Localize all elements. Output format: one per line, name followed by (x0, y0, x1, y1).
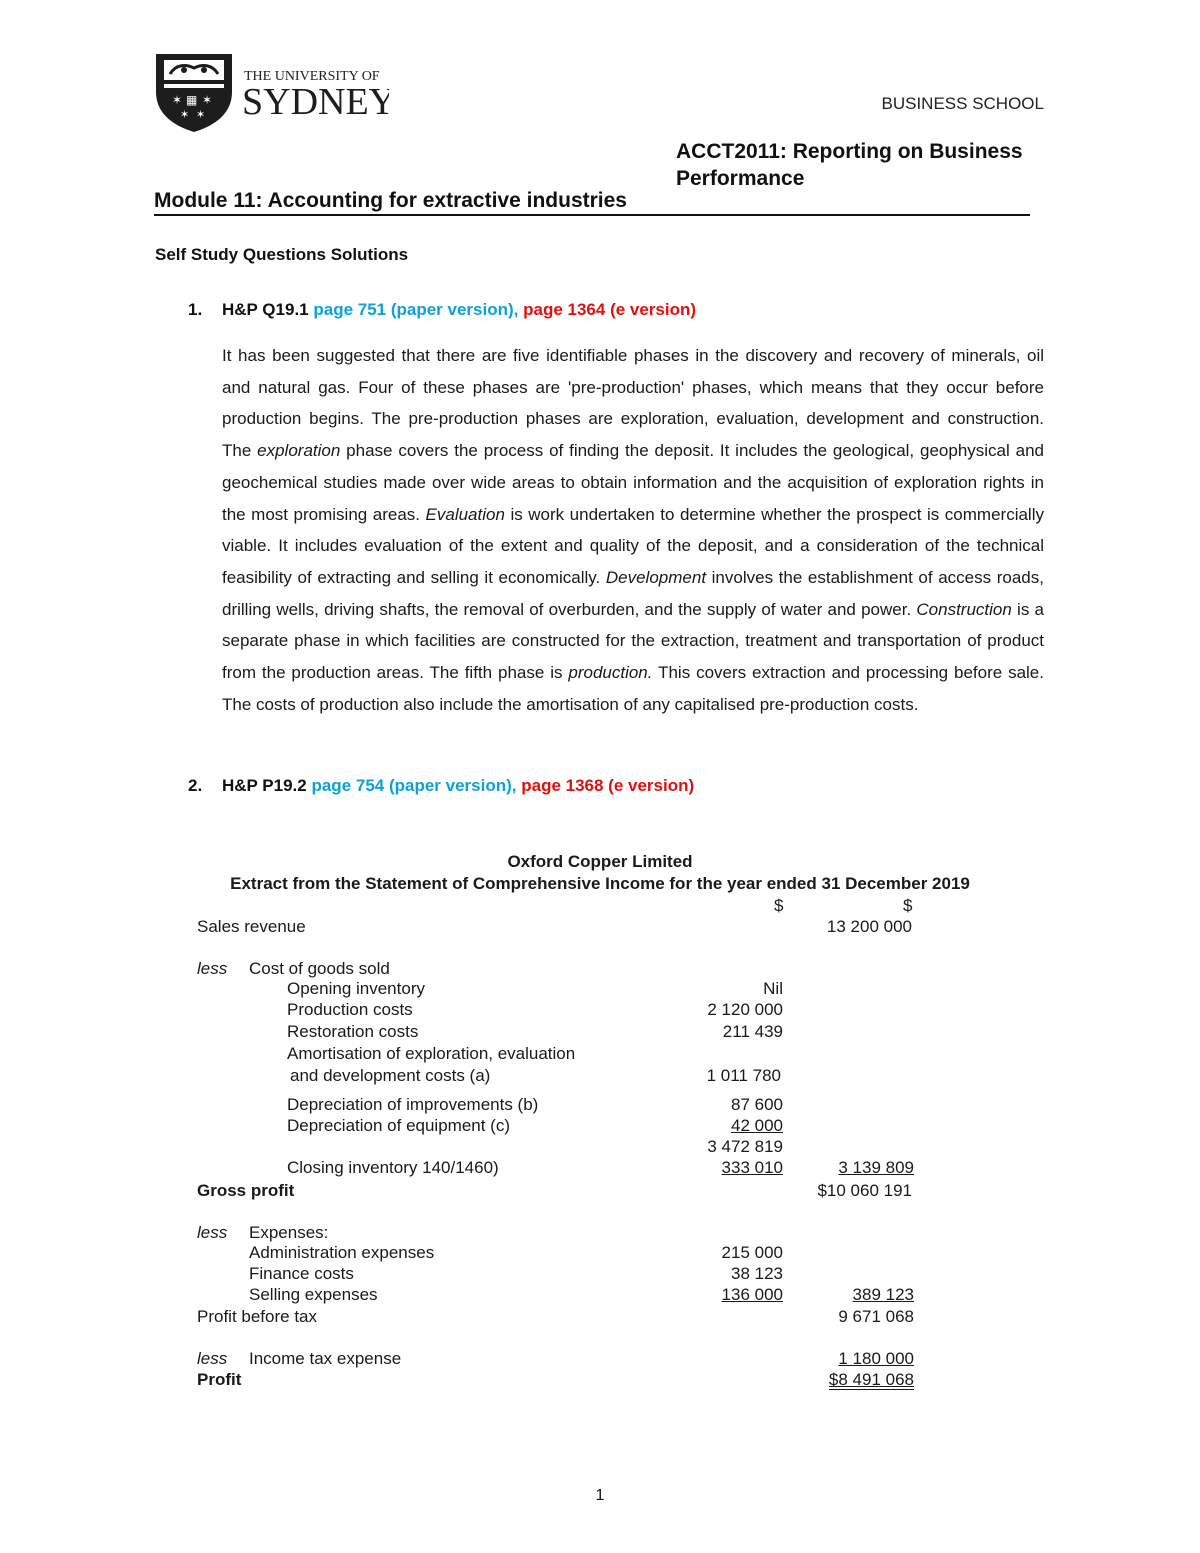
expenses-total-value: 389 123 (852, 1285, 914, 1304)
svg-text:▦: ▦ (186, 93, 198, 107)
question-1-number: 1. (188, 300, 203, 319)
less-label: less (197, 959, 228, 978)
finance-costs-value: 38 123 (731, 1264, 783, 1283)
answer-text-part: is a separate phase in which facilities are constructed for the extraction, treatment and transportation of product from the production areas. The fifth phase is (222, 599, 1044, 683)
course-title-line1: ACCT2011: Reporting on Business (676, 140, 1023, 163)
answer-italic-term: exploration (257, 441, 341, 461)
question-2-number: 2. (188, 776, 203, 795)
profit-value: $8 491 068 (828, 1370, 914, 1389)
income-tax-label: Income tax expense (249, 1349, 402, 1368)
sales-value: 13 200 000 (826, 917, 912, 936)
restoration-costs-label: Restoration costs (287, 1022, 419, 1041)
depreciation-equipment-value: 42 000 (731, 1116, 783, 1135)
answer-text-part: is work undertaken to determine whether the prospect is commercially viable. It includes evaluation of the extent and quality of the deposit, and a consideration of the technical feasibility of extracting and selling it economically. (222, 504, 1044, 587)
depreciation-equipment-label: Depreciation of equipment (c) (287, 1116, 511, 1135)
selling-expenses-value: 136 000 (721, 1285, 783, 1304)
expenses-label: Expenses: (249, 1223, 329, 1242)
answer-italic-term: production. (568, 663, 653, 683)
answer-italic-term: Construction (916, 599, 1012, 619)
production-costs-value: 2 120 000 (707, 1000, 783, 1019)
profit-before-tax-label: Profit before tax (197, 1307, 318, 1326)
production-costs-label: Production costs (287, 1000, 413, 1019)
sales-label: Sales revenue (197, 917, 306, 936)
question-1-answer (222, 340, 1044, 720)
closing-inventory-label: Closing inventory 140/1460) (287, 1158, 499, 1177)
opening-inventory-value: Nil (763, 979, 783, 998)
amortisation-label-line2: and development costs (a) (290, 1066, 491, 1085)
course-title-line2: Performance (676, 167, 805, 190)
business-school-label: BUSINESS SCHOOL (881, 94, 1044, 113)
question-1-ref: H&P Q19.1 (222, 300, 309, 319)
selling-expenses-label: Selling expenses (249, 1285, 378, 1304)
column-1-header: $ (774, 896, 784, 915)
university-logo (154, 52, 389, 132)
column-2-header: $ (903, 896, 913, 915)
less-label: less (197, 1223, 228, 1242)
svg-text:✶: ✶ (202, 93, 213, 107)
statement-company: Oxford Copper Limited (507, 852, 693, 871)
statement-subtitle: Extract from the Statement of Comprehensive Income for the year ended 31 December 2019 (230, 874, 970, 893)
logo-line1: THE UNIVERSITY OF (244, 69, 380, 84)
amortisation-value: 1 011 780 (706, 1066, 781, 1085)
section-title: Self Study Questions Solutions (155, 245, 409, 264)
answer-italic-term: Development (605, 567, 707, 587)
page-number: 1 (595, 1487, 605, 1504)
svg-text:✶: ✶ (172, 93, 183, 107)
answer-text-part: This covers extraction and processing before sale. The costs of production also include the amortisation of any capitalised pre-production costs. (222, 663, 1044, 714)
closing-inventory-value: 333 010 (721, 1158, 783, 1177)
svg-text:✶: ✶ (180, 108, 190, 121)
restoration-costs-value: 211 439 (722, 1022, 783, 1041)
profit-label: Profit (197, 1370, 242, 1389)
depreciation-improvements-value: 87 600 (731, 1095, 783, 1114)
question-2-paper-page: page 754 (paper version), (311, 776, 517, 795)
cogs-subtotal-value: 3 472 819 (707, 1137, 783, 1156)
question-2-ref: H&P P19.2 (222, 776, 307, 795)
admin-expenses-value: 215 000 (721, 1243, 783, 1262)
question-1-paper-page: page 751 (paper version), (313, 300, 519, 319)
svg-text:✶: ✶ (196, 108, 206, 121)
finance-costs-label: Finance costs (249, 1264, 354, 1283)
module-title: Module 11: Accounting for extractive industries (154, 189, 1030, 216)
question-2-e-page: page 1368 (e version) (521, 776, 695, 795)
answer-text-part: involves the establishment of access roads, drilling wells, driving shafts, the removal of overburden, and the supply of water and power. (222, 567, 1044, 619)
course-title (676, 138, 1056, 192)
gross-profit-label: Gross profit (197, 1181, 295, 1200)
income-tax-value: 1 180 000 (838, 1349, 914, 1368)
opening-inventory-label: Opening inventory (287, 979, 425, 998)
admin-expenses-label: Administration expenses (249, 1243, 435, 1262)
depreciation-improvements-label: Depreciation of improvements (b) (287, 1095, 539, 1114)
cogs-total-value: 3 139 809 (838, 1158, 914, 1177)
question-1-e-page: page 1364 (e version) (523, 300, 697, 319)
less-label: less (197, 1349, 228, 1368)
university-crest-icon (154, 52, 389, 132)
answer-italic-term: Evaluation (425, 504, 505, 524)
cogs-label: Cost of goods sold (249, 959, 390, 978)
logo-line2: SYDNEY (242, 81, 389, 123)
answer-text-part: It has been suggested that there are five identifiable phases in the discovery and recovery of minerals, oil and natural gas. Four of these phases are 'pre-production' phases, which means that they occur before production begins. The pre-production phases are exploration, evaluation, development and construction. The (222, 346, 1044, 461)
amortisation-label-line1: Amortisation of exploration, evaluation (287, 1044, 576, 1063)
answer-text-part: phase covers the process of finding the deposit. It includes the geological, geophysical and geochemical studies made over wide areas to obtain information and the acquisition of exploration rights in the most promising areas. (222, 441, 1044, 524)
profit-before-tax-value: 9 671 068 (838, 1307, 914, 1326)
gross-profit-value: $10 060 191 (817, 1181, 912, 1200)
